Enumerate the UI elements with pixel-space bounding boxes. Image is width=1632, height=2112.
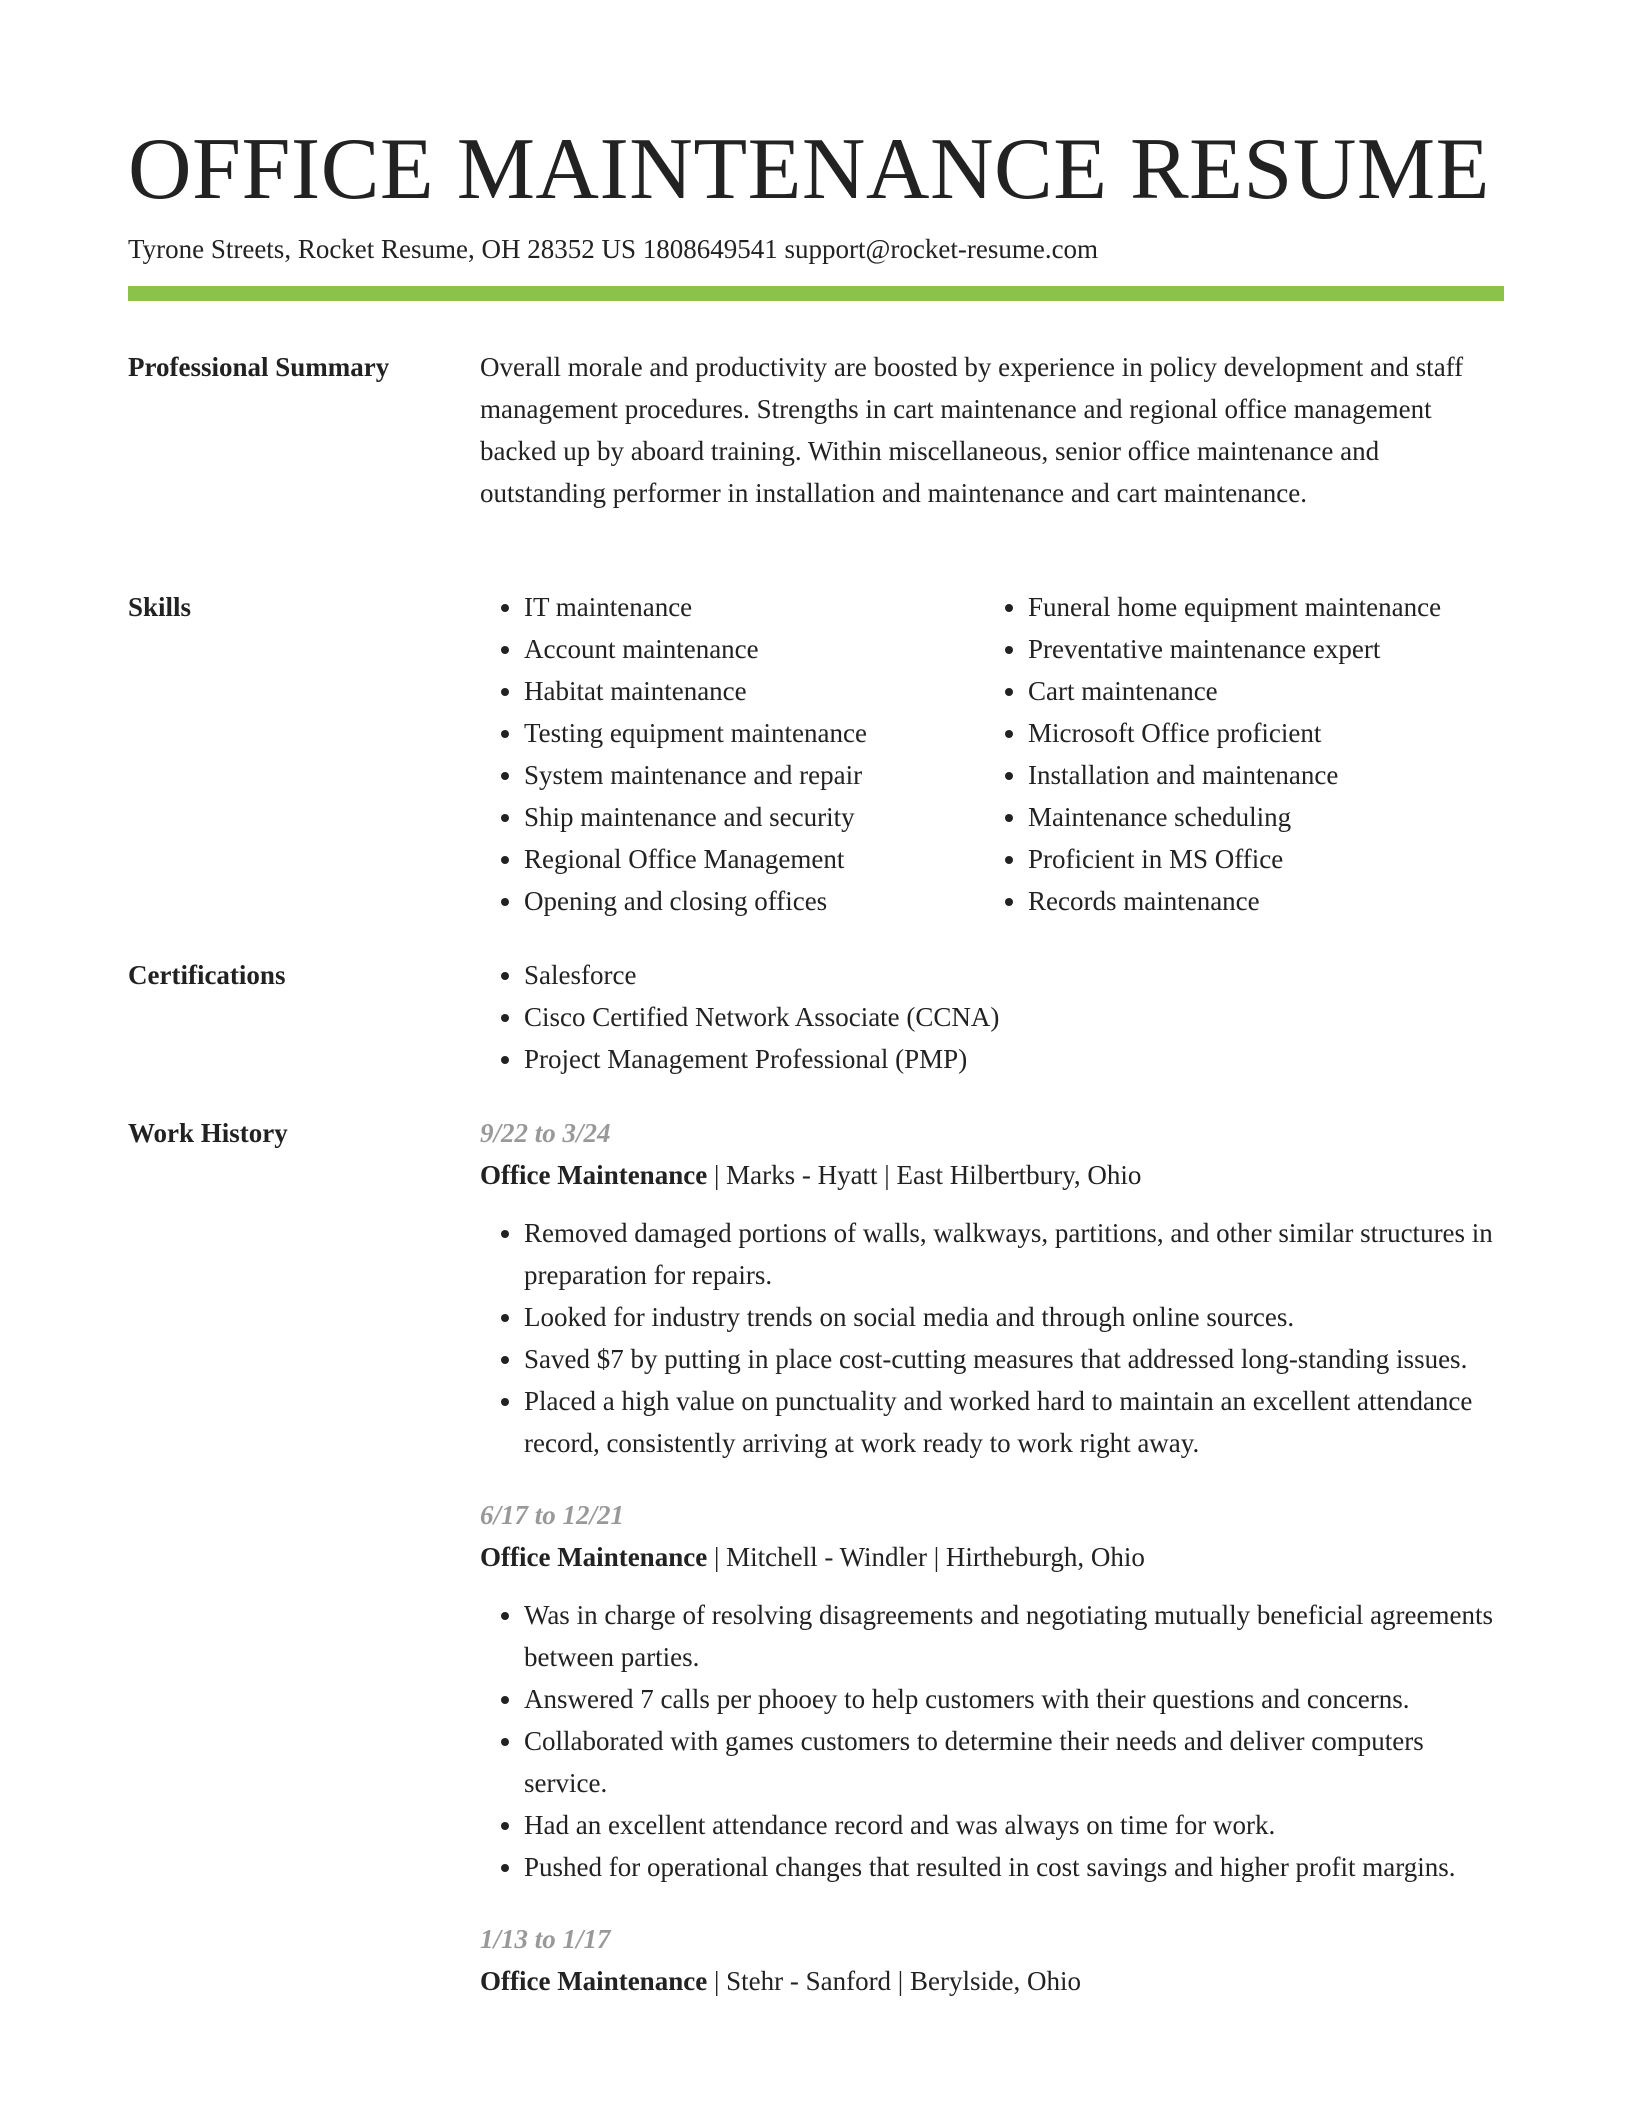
- job-title: Office Maintenance: [480, 1966, 708, 1996]
- skill-item: • Ship maintenance and security: [524, 796, 984, 838]
- skill-item: • Records maintenance: [1028, 880, 1488, 922]
- job-entry: [480, 1918, 1504, 2002]
- skill-item: • Testing equipment maintenance: [524, 712, 984, 754]
- skill-item: • Preventative maintenance expert: [1028, 628, 1488, 670]
- resume-title: OFFICE MAINTENANCE RESUME: [128, 121, 1490, 218]
- job-entry: [480, 1112, 1504, 1464]
- skills-list-right: [984, 586, 1488, 922]
- certification-item: • Project Management Professional (PMP): [524, 1038, 1504, 1080]
- skill-item: • IT maintenance: [524, 586, 984, 628]
- certifications-list: [480, 954, 1504, 1080]
- summary-body: [480, 346, 1504, 514]
- job-duty-item: • Removed damaged portions of walls, walkways, partitions, and other similar structures in preparation for repairs.: [524, 1212, 1504, 1296]
- skill-item: • Installation and maintenance: [1028, 754, 1488, 796]
- job-entry: [480, 1494, 1504, 1888]
- job-date: 6/17 to 12/21: [480, 1500, 625, 1530]
- job-date: 9/22 to 3/24: [480, 1118, 611, 1148]
- job-heading: [480, 1536, 1504, 1578]
- job-title: Office Maintenance: [480, 1542, 708, 1572]
- accent-divider: [128, 286, 1504, 301]
- skill-item: • System maintenance and repair: [524, 754, 984, 796]
- job-duty-item: • Placed a high value on punctuality and worked hard to maintain an excellent attendance record, consistently arriving at work ready to work right away.: [524, 1380, 1504, 1464]
- job-employer-location: | Marks - Hyatt | East Hilbertbury, Ohio: [707, 1160, 1142, 1190]
- skill-item: • Microsoft Office proficient: [1028, 712, 1488, 754]
- skill-item: • Account maintenance: [524, 628, 984, 670]
- skill-item: • Funeral home equipment maintenance: [1028, 586, 1488, 628]
- job-date: 1/13 to 1/17: [480, 1924, 611, 1954]
- summary-label: Professional Summary: [128, 352, 390, 382]
- work-history-body: [480, 1112, 1504, 2032]
- skills-label: Skills: [128, 592, 192, 622]
- job-heading: [480, 1154, 1504, 1196]
- contact-line: Tyrone Streets, Rocket Resume, OH 28352 US 1808649541 support@rocket-resume.com: [128, 234, 1099, 264]
- job-duty-item: • Saved $7 by putting in place cost-cutting measures that addressed long-standing issues.: [524, 1338, 1504, 1380]
- job-duty-item: • Looked for industry trends on social media and through online sources.: [524, 1296, 1504, 1338]
- job-duties-list: [480, 1212, 1504, 1464]
- skill-item: • Proficient in MS Office: [1028, 838, 1488, 880]
- job-employer-location: | Mitchell - Windler | Hirtheburgh, Ohio: [707, 1542, 1145, 1572]
- certifications-body: [480, 954, 1504, 1080]
- skills-column-left: [480, 586, 984, 922]
- skills-column-right: [984, 586, 1488, 922]
- job-duty-item: • Collaborated with games customers to determine their needs and deliver computers service.: [524, 1720, 1504, 1804]
- job-heading: [480, 1960, 1504, 2002]
- job-duty-item: • Was in charge of resolving disagreements and negotiating mutually beneficial agreements between parties.: [524, 1594, 1504, 1678]
- skills-body: [480, 586, 1504, 922]
- job-duty-item: • Answered 7 calls per phooey to help customers with their questions and concerns.: [524, 1678, 1504, 1720]
- certification-item: • Salesforce: [524, 954, 1504, 996]
- skill-item: • Cart maintenance: [1028, 670, 1488, 712]
- skill-item: • Regional Office Management: [524, 838, 984, 880]
- job-employer-location: | Stehr - Sanford | Berylside, Ohio: [707, 1966, 1081, 1996]
- job-duties-list: [480, 1594, 1504, 1888]
- work-history-label: Work History: [128, 1118, 288, 1148]
- skill-item: • Maintenance scheduling: [1028, 796, 1488, 838]
- skill-item: • Habitat maintenance: [524, 670, 984, 712]
- certification-item: • Cisco Certified Network Associate (CCNA): [524, 996, 1504, 1038]
- job-duty-item: • Pushed for operational changes that resulted in cost savings and higher profit margins.: [524, 1846, 1504, 1888]
- certifications-label: Certifications: [128, 960, 286, 990]
- skills-list-left: [480, 586, 984, 922]
- job-duty-item: • Had an excellent attendance record and was always on time for work.: [524, 1804, 1504, 1846]
- summary-text: Overall morale and productivity are boosted by experience in policy development and staff management procedures. Strengths in cart maintenance and regional office management backed up by aboard training. Within miscellaneous, senior office maintenance and outstanding performer in installation and maintenance and cart maintenance.: [480, 352, 1464, 508]
- job-title: Office Maintenance: [480, 1160, 708, 1190]
- skill-item: • Opening and closing offices: [524, 880, 984, 922]
